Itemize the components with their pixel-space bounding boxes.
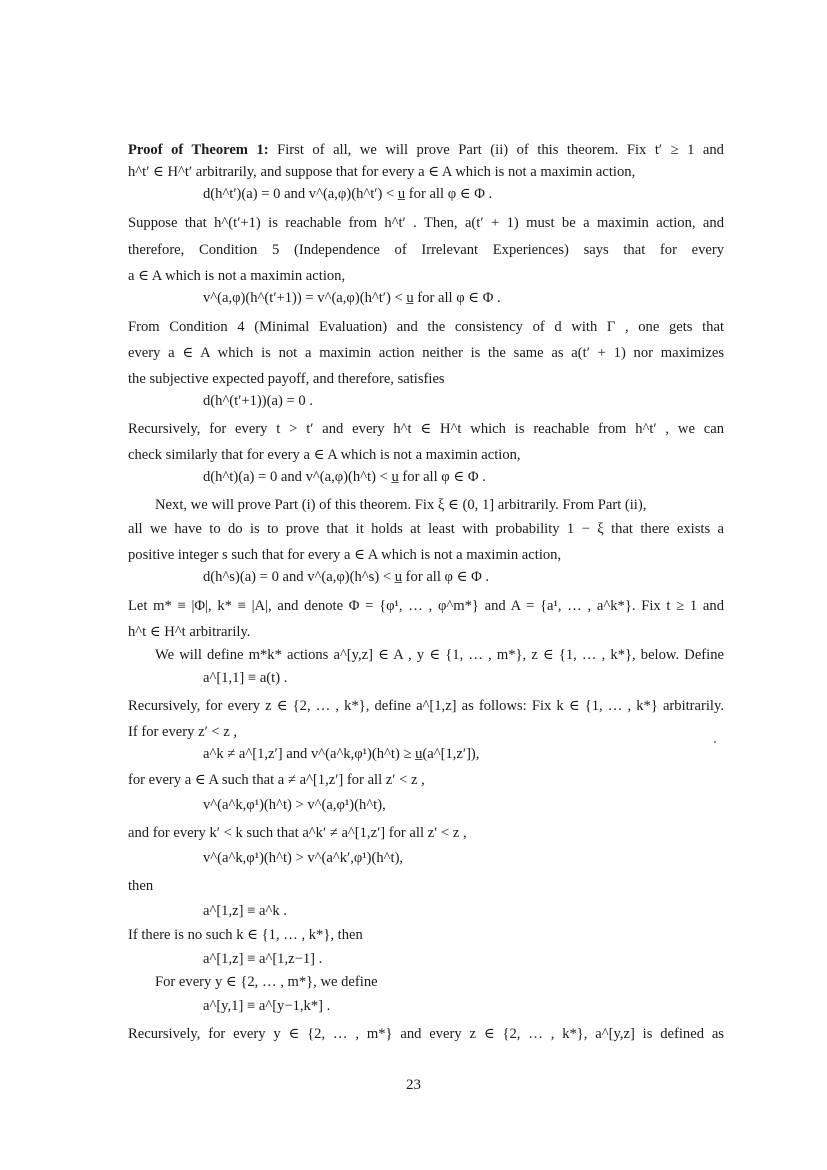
line-text: a^[1,z] ≡ a^[1,z−1] . xyxy=(203,951,323,967)
line-text: d(h^(t′+1))(a) = 0 . xyxy=(203,393,313,409)
line-text: a^k ≠ a^[1,z′] and v^(a^k,φ¹)(h^t) ≥ u̲(a^[1,z′]), xyxy=(203,746,480,762)
line-text: Recursively, for every y ∈ {2, … , m*} and every z ∈ {2, … , k*}, a^[y,z] is defined as xyxy=(128,1026,724,1042)
text-line xyxy=(203,950,322,968)
text-line xyxy=(128,241,724,259)
line-text: If for every z′ < z , xyxy=(128,724,238,740)
text-line xyxy=(128,267,345,285)
text-line xyxy=(203,902,287,920)
line-text: d(h^t)(a) = 0 and v^(a,φ)(h^t) < u̲ for all φ ∈ Φ . xyxy=(203,469,486,485)
text-line xyxy=(128,420,724,438)
line-text: for every a ∈ A such that a ≠ a^[1,z′] for all z′ < z , xyxy=(128,772,425,788)
line-text: Next, we will prove Part (i) of this theorem. Fix ξ ∈ (0, 1] arbitrarily. From Part (ii), xyxy=(155,497,647,513)
text-line xyxy=(128,824,467,842)
line-text: all we have to do is to prove that it holds at least with probability 1 − ξ that there exists a xyxy=(128,521,724,537)
line-text: v^(a^k,φ¹)(h^t) > v^(a^k′,φ¹)(h^t), xyxy=(203,850,404,866)
text-line xyxy=(155,973,378,991)
text-line xyxy=(203,669,287,687)
page-number: 23 xyxy=(406,1077,421,1093)
text-line xyxy=(128,344,724,362)
line-text: v^(a,φ)(h^(t′+1)) = v^(a,φ)(h^t′) < u̲ for all φ ∈ Φ . xyxy=(203,290,501,306)
text-line xyxy=(128,1025,724,1043)
text-line xyxy=(128,446,521,464)
text-line xyxy=(128,771,425,789)
line-text: positive integer s such that for every a ∈ A which is not a maximin action, xyxy=(128,547,562,563)
line-text: a^[1,1] ≡ a(t) . xyxy=(203,670,288,686)
line-text: a^[1,z] ≡ a^k . xyxy=(203,903,287,919)
text-line xyxy=(155,496,646,514)
text-line xyxy=(128,318,724,336)
line-text: Recursively, for every z ∈ {2, … , k*}, define a^[1,z] as follows: Fix k ∈ {1, … , k*} arbitrarily. xyxy=(128,698,724,714)
text-line xyxy=(155,646,724,664)
text-line xyxy=(128,697,724,715)
line-text: First of all, we will prove Part (ii) of this theorem. Fix t′ ≥ 1 and xyxy=(268,142,724,158)
proof-heading: Proof of Theorem 1: xyxy=(128,142,269,158)
line-text: Recursively, for every t > t′ and every h^t ∈ H^t which is reachable from h^t′ , we can xyxy=(128,421,724,437)
text-line xyxy=(203,997,330,1015)
line-text: d(h^s)(a) = 0 and v^(a,φ)(h^s) < u̲ for all φ ∈ Φ . xyxy=(203,569,490,585)
line-text: and for every k′ < k such that a^k′ ≠ a^[1,z′] for all z′ < z , xyxy=(128,825,467,841)
line-text: check similarly that for every a ∈ A which is not a maximin action, xyxy=(128,447,521,463)
line-text: Let m* ≡ |Φ|, k* ≡ |A|, and denote Φ = {φ¹, … , φ^m*} and A = {a¹, … , a^k*}. Fix t ≥ 1 and xyxy=(128,598,724,614)
line-text: then xyxy=(128,878,154,894)
line-text: If there is no such k ∈ {1, … , k*}, then xyxy=(128,927,363,943)
text-line xyxy=(128,877,153,895)
line-text: h^t′ ∈ H^t′ arbitrarily, and suppose that for every a ∈ A which is not a maximin action, xyxy=(128,164,636,180)
text-line xyxy=(203,392,313,410)
text-line xyxy=(203,289,501,307)
text-line xyxy=(128,623,250,641)
text-line xyxy=(128,597,724,615)
line-text: v^(a^k,φ¹)(h^t) > v^(a,φ¹)(h^t), xyxy=(203,797,386,813)
line-text: h^t ∈ H^t arbitrarily. xyxy=(128,624,251,640)
line-text: every a ∈ A which is not a maximin action neither is the same as a(t′ + 1) nor maximizes xyxy=(128,345,724,361)
text-line xyxy=(128,214,724,232)
line-text: For every y ∈ {2, … , m*}, we define xyxy=(155,974,378,990)
text-line xyxy=(203,185,492,203)
line-text: From Condition 4 (Minimal Evaluation) and the consistency of d with Γ , one gets that xyxy=(128,319,724,335)
text-line xyxy=(128,370,445,388)
text-line xyxy=(128,163,635,181)
text-line xyxy=(203,468,486,486)
line-text: Suppose that h^(t′+1) is reachable from h^t′ . Then, a(t′ + 1) must be a maximin action, and xyxy=(128,215,724,231)
line-text: a ∈ A which is not a maximin action, xyxy=(128,268,346,284)
text-line xyxy=(128,926,363,944)
text-line xyxy=(128,723,237,741)
text-line xyxy=(203,568,489,586)
line-text: We will define m*k* actions a^[y,z] ∈ A , y ∈ {1, … , m*}, z ∈ {1, … , k*}, below. Define xyxy=(155,647,724,663)
line-text: a^[y,1] ≡ a^[y−1,k*] . xyxy=(203,998,331,1014)
text-line xyxy=(203,796,386,814)
text-line xyxy=(203,849,403,867)
stray-mark xyxy=(714,741,716,743)
text-line xyxy=(128,141,724,159)
text-line xyxy=(203,745,479,763)
line-text: therefore, Condition 5 (Independence of Irrelevant Experiences) says that for every xyxy=(128,242,724,258)
text-line xyxy=(128,546,561,564)
line-text: d(h^t′)(a) = 0 and v^(a,φ)(h^t′) < u̲ for all φ ∈ Φ . xyxy=(203,186,493,202)
text-line xyxy=(128,520,724,538)
line-text: the subjective expected payoff, and therefore, satisfies xyxy=(128,371,445,387)
